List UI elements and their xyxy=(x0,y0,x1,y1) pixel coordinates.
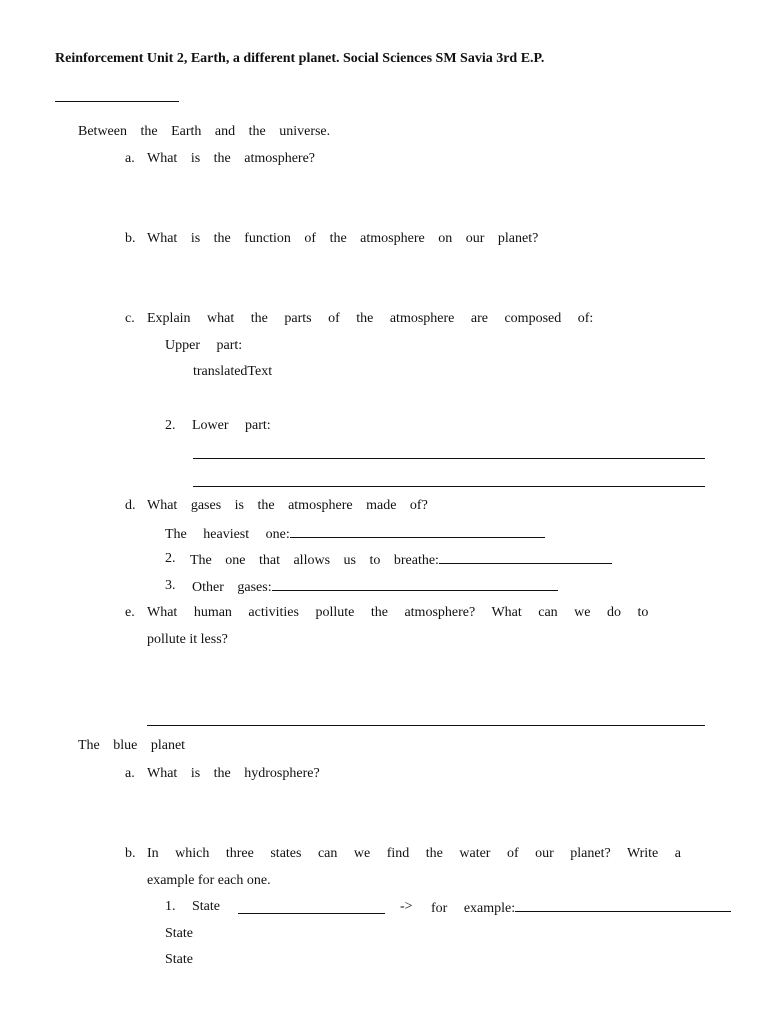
gas-item xyxy=(190,551,612,569)
answer-blank xyxy=(439,551,612,564)
answer-line xyxy=(147,725,705,726)
section-heading-blue-planet: The blue planet xyxy=(78,738,186,753)
question-text-continued: example for each one. xyxy=(147,873,271,888)
answer-line xyxy=(193,486,705,487)
answer-blank xyxy=(272,578,558,591)
question-marker: a. xyxy=(125,766,135,781)
question-marker: e. xyxy=(125,605,135,620)
name-blank-line xyxy=(55,101,179,102)
question-text: What is the hydrosphere? xyxy=(147,766,320,781)
example-label xyxy=(431,899,731,917)
question-text: What is the function of the atmosphere on our planet? xyxy=(147,231,539,246)
question-text: What gases is the atmosphere made of? xyxy=(147,498,428,513)
question-marker: a. xyxy=(125,151,135,166)
answer-blank xyxy=(238,913,385,914)
section-heading-atmosphere: Between the Earth and the universe. xyxy=(78,124,331,139)
answer-blank xyxy=(515,899,731,912)
gas-item xyxy=(192,578,558,596)
question-marker: c. xyxy=(125,311,135,326)
gas-item-label: Other gases: xyxy=(192,580,272,595)
page-title: Reinforcement Unit 2, Earth, a different planet. Social Sciences SM Savia 3rd E.P. xyxy=(55,51,545,66)
answer-text: translatedText xyxy=(193,364,273,379)
sub-item-marker: 2. xyxy=(165,551,176,566)
sub-item-label: Lower part: xyxy=(192,418,271,433)
question-marker: d. xyxy=(125,498,136,513)
sub-item-marker: 2. xyxy=(165,418,176,433)
gas-item xyxy=(165,525,545,543)
question-marker: b. xyxy=(125,846,136,861)
question-text: Explain what the parts of the atmosphere are composed of: xyxy=(147,311,594,326)
gas-item-label: The heaviest one: xyxy=(165,527,290,542)
state-label: State xyxy=(192,899,220,914)
arrow-text: -> xyxy=(400,899,413,914)
answer-blank xyxy=(290,525,545,538)
state-label: State xyxy=(165,952,193,967)
answer-line xyxy=(193,458,705,459)
question-text-continued: pollute it less? xyxy=(147,632,228,647)
question-marker: b. xyxy=(125,231,136,246)
question-text: What human activities pollute the atmosphere? What can we do to xyxy=(147,605,649,620)
sub-item-marker: 1. xyxy=(165,899,176,914)
gas-item-label: The one that allows us to breathe: xyxy=(190,553,439,568)
sub-item-marker: 3. xyxy=(165,578,176,593)
sub-item-label: Upper part: xyxy=(165,338,243,353)
question-text: What is the atmosphere? xyxy=(147,151,316,166)
state-label: State xyxy=(165,926,193,941)
question-text: In which three states can we find the water of our planet? Write a xyxy=(147,846,681,861)
example-label-text: for example: xyxy=(431,901,516,916)
